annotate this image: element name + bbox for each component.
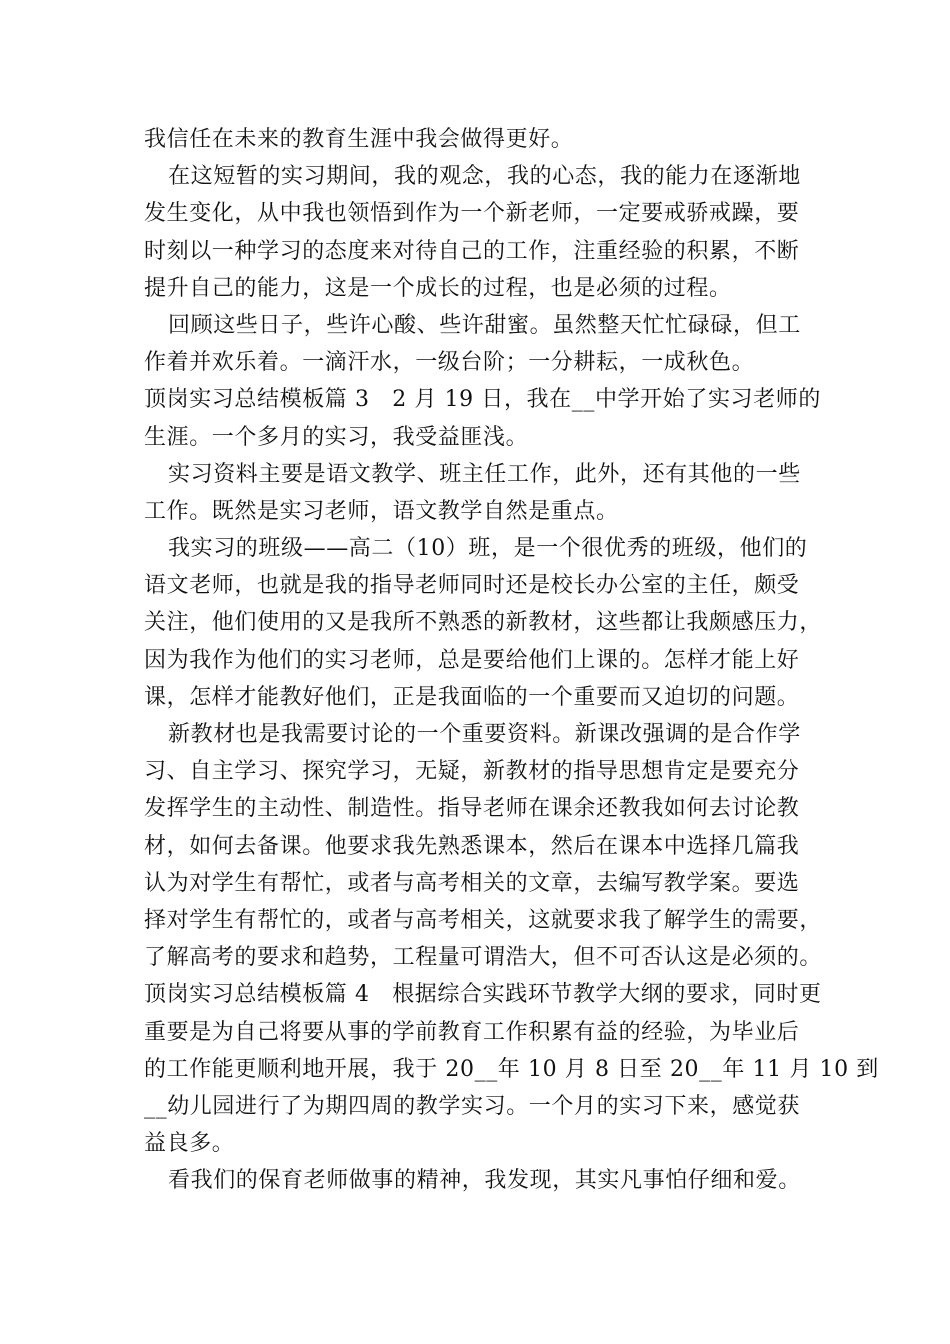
paragraph-first-line: 回顾这些日子，些许心酸、些许甜蜜。虽然整天忙忙碌碌，但工 — [168, 312, 801, 338]
paragraph-first-line: 在这短暂的实习期间，我的观念，我的心态，我的能力在逐渐地 — [168, 164, 801, 190]
text-line: __幼儿园进行了为期四周的教学实习。一个月的实习下来，感觉获 — [144, 1093, 801, 1119]
text-line: 顶岗实习总结模板篇 3 2 月 19 日，我在__中学开始了实习老师的 — [144, 387, 821, 413]
text-line: 课，怎样才能教好他们，正是我面临的一个重要而又迫切的问题。 — [144, 684, 800, 710]
text-line: 关注，他们使用的又是我所不熟悉的新教材，这些都让我颇感压力， — [144, 610, 823, 636]
text-line: 了解高考的要求和趋势，工程量可谓浩大，但不可否认这是必须的。 — [144, 945, 823, 971]
text-line: 发挥学生的主动性、制造性。指导老师在课余还教我如何去讨论教 — [144, 796, 800, 822]
text-line: 工作。既然是实习老师，语文教学自然是重点。 — [144, 498, 619, 524]
text-line: 生涯。一个多月的实习，我受益匪浅。 — [144, 424, 529, 450]
text-line: 择对学生有帮忙的，或者与高考相关，这就要求我了解学生的需要， — [144, 907, 823, 933]
text-line: 时刻以一种学习的态度来对待自己的工作，注重经验的积累，不断 — [144, 238, 800, 264]
text-line: 提升自己的能力，这是一个成长的过程，也是必须的过程。 — [144, 275, 732, 301]
text-line: 顶岗实习总结模板篇 4 根据综合实践环节教学大纲的要求，同时更 — [144, 982, 822, 1008]
text-line: 的工作能更顺利地开展，我于 20__年 10 月 8 日至 20__年 11 月 10 到 — [144, 1056, 879, 1082]
paragraph-first-line: 实习资料主要是语文教学、班主任工作，此外，还有其他的一些 — [168, 461, 801, 487]
text-line: 习、自主学习、探究学习，无疑，新教材的指导思想肯定是要充分 — [144, 759, 800, 785]
text-line: 我信任在未来的教育生涯中我会做得更好。 — [144, 127, 574, 152]
paragraph-first-line: 新教材也是我需要讨论的一个重要资料。新课改强调的是合作学 — [168, 722, 801, 747]
text-line: 因为我作为他们的实习老师，总是要给他们上课的。怎样才能上好 — [144, 647, 800, 673]
text-line: 发生变化，从中我也领悟到作为一个新老师，一定要戒骄戒躁，要 — [144, 201, 800, 227]
text-line: 语文老师，也就是我的指导老师同时还是校长办公室的主任，颇受 — [144, 573, 800, 599]
paragraph-first-line: 看我们的保育老师做事的精神，我发现，其实凡事怕仔细和爱。 — [168, 1168, 801, 1194]
text-line: 益良多。 — [144, 1131, 235, 1157]
text-line: 材，如何去备课。他要求我先熟悉课本，然后在课本中选择几篇我 — [144, 833, 800, 859]
document-body — [144, 121, 879, 1199]
text-line: 作着并欢乐着。一滴汗水，一级台阶；一分耕耘，一成秋色。 — [144, 350, 755, 376]
text-line: 重要是为自己将要从事的学前教育工作积累有益的经验，为毕业后 — [144, 1019, 800, 1045]
paragraph-first-line: 我实习的班级——高二（10）班，是一个很优秀的班级，他们的 — [168, 536, 808, 562]
text-line: 认为对学生有帮忙，或者与高考相关的文章，去编写教学案。要选 — [144, 870, 800, 896]
